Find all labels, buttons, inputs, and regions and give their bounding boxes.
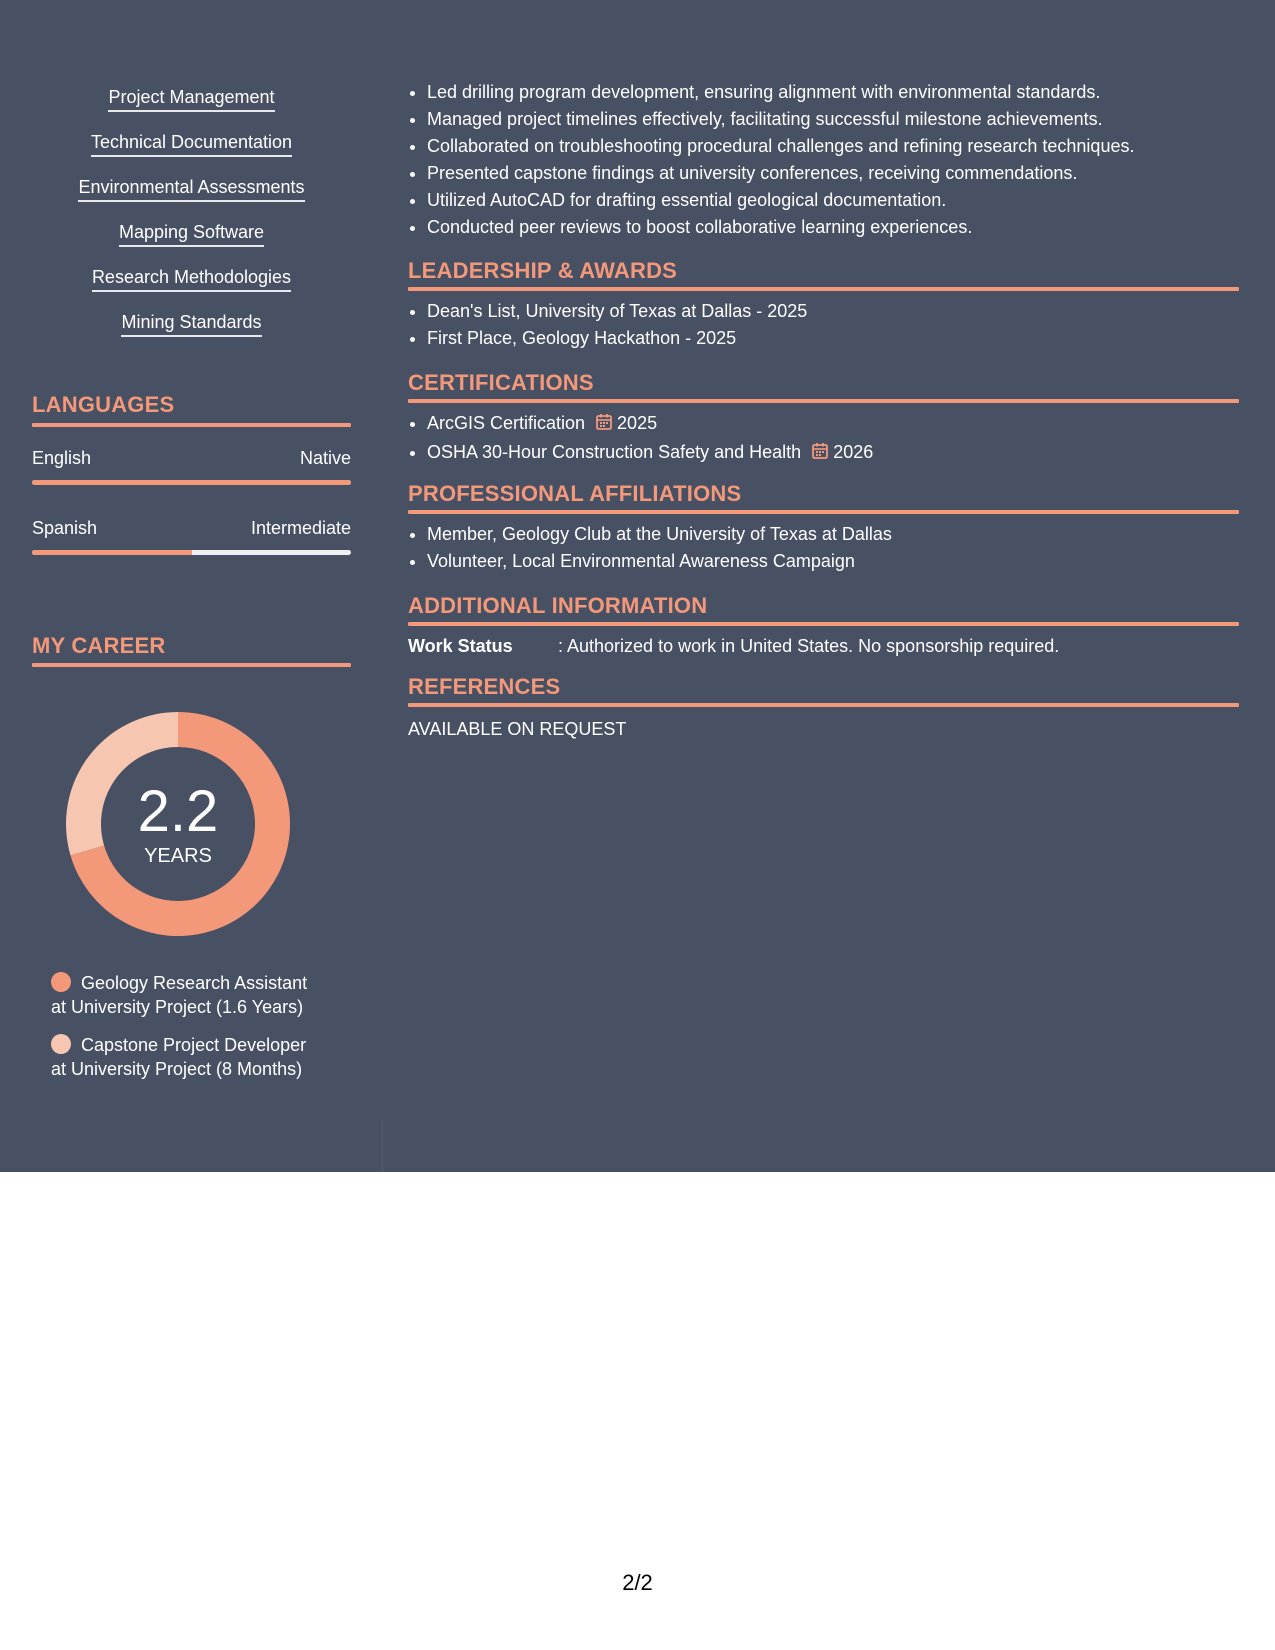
language-name: English <box>32 448 92 468</box>
experience-bullet: • Managed project timelines effectively, facilitating successful milestone achievements. <box>427 106 1239 133</box>
legend-detail: at University Project (8 Months) <box>51 1059 303 1079</box>
award-item: • First Place, Geology Hackathon - 2025 <box>427 325 1239 352</box>
career-heading: MY CAREER <box>32 633 166 658</box>
language-level: Intermediate <box>250 518 351 538</box>
leadership-heading-rule <box>408 287 1239 291</box>
certifications-heading-rule <box>408 399 1239 403</box>
references-heading: REFERENCES <box>408 674 561 699</box>
experience-bullets <box>408 79 1239 241</box>
affiliation-item: • Volunteer, Local Environmental Awareness Campaign <box>427 548 1239 575</box>
references-heading-rule <box>408 703 1239 707</box>
affiliations-section <box>408 481 1239 575</box>
work-status-label: Work Status <box>408 636 513 656</box>
affiliations-heading: PROFESSIONAL AFFILIATIONS <box>408 481 742 506</box>
certification-item <box>427 410 1239 439</box>
skill-item: Mapping Software <box>119 221 264 247</box>
language-level: Native <box>299 448 351 468</box>
language-proficiency-bar <box>32 550 351 555</box>
legend-color-dot <box>51 1034 71 1054</box>
skill-item: Technical Documentation <box>91 131 292 157</box>
language-proficiency-fill <box>32 550 192 555</box>
experience-bullet: • Conducted peer reviews to boost collaborative learning experiences. <box>427 214 1239 241</box>
affiliation-item: • Member, Geology Club at the University of Texas at Dallas <box>427 521 1239 548</box>
affiliations-heading-rule <box>408 510 1239 514</box>
career-heading-rule <box>32 663 351 667</box>
certifications-section <box>408 370 1239 468</box>
calendar-icon <box>595 412 613 439</box>
certification-name: OSHA 30-Hour Construction Safety and Health <box>427 442 802 462</box>
work-status-value: : Authorized to work in United States. No sponsorship required. <box>558 636 1060 656</box>
skill-item: Research Methodologies <box>92 266 291 292</box>
experience-bullet: • Led drilling program development, ensuring alignment with environmental standards. <box>427 79 1239 106</box>
additional-info-section <box>408 593 1239 658</box>
experience-bullet: • Collaborated on troubleshooting procedural challenges and refining research techniques. <box>427 133 1239 160</box>
page-number: 2/2 <box>622 1570 653 1595</box>
language-proficiency-fill <box>32 480 351 485</box>
certification-name: ArcGIS Certification <box>427 413 586 433</box>
skill-item: Project Management <box>108 86 274 112</box>
language-name: Spanish <box>32 518 98 538</box>
leadership-section <box>408 258 1239 352</box>
languages-heading-rule <box>32 423 351 427</box>
legend-detail: at University Project (1.6 Years) <box>51 997 304 1017</box>
additional-info-heading: ADDITIONAL INFORMATION <box>408 593 708 618</box>
legend-color-dot <box>51 972 71 992</box>
calendar-icon <box>811 441 829 468</box>
language-proficiency-bar <box>32 480 351 485</box>
experience-bullet: • Presented capstone findings at university conferences, receiving commendations. <box>427 160 1239 187</box>
leadership-heading: LEADERSHIP & AWARDS <box>408 258 678 283</box>
certification-year: 2025 <box>617 413 658 433</box>
career-total-value: 2.2 <box>137 779 219 844</box>
certification-item <box>427 439 1239 468</box>
column-divider <box>382 1120 383 1172</box>
experience-bullet: • Utilized AutoCAD for drafting essential geological documentation. <box>427 187 1239 214</box>
career-legend-item <box>51 971 351 1019</box>
work-status-row <box>408 634 1239 658</box>
legend-role: Geology Research Assistant <box>81 973 308 993</box>
references-text: AVAILABLE ON REQUEST <box>408 719 627 739</box>
career-legend-item <box>51 1033 351 1081</box>
certifications-heading: CERTIFICATIONS <box>408 370 594 395</box>
award-item: • Dean's List, University of Texas at Dallas - 2025 <box>427 298 1239 325</box>
additional-info-heading-rule <box>408 622 1239 626</box>
legend-role: Capstone Project Developer <box>81 1035 307 1055</box>
skill-item: Mining Standards <box>121 311 261 337</box>
skill-item: Environmental Assessments <box>78 176 304 202</box>
career-total-unit: YEARS <box>144 845 212 867</box>
languages-heading: LANGUAGES <box>32 392 175 417</box>
skills-list <box>32 86 351 356</box>
certification-year: 2026 <box>833 442 874 462</box>
references-section <box>408 674 1239 741</box>
